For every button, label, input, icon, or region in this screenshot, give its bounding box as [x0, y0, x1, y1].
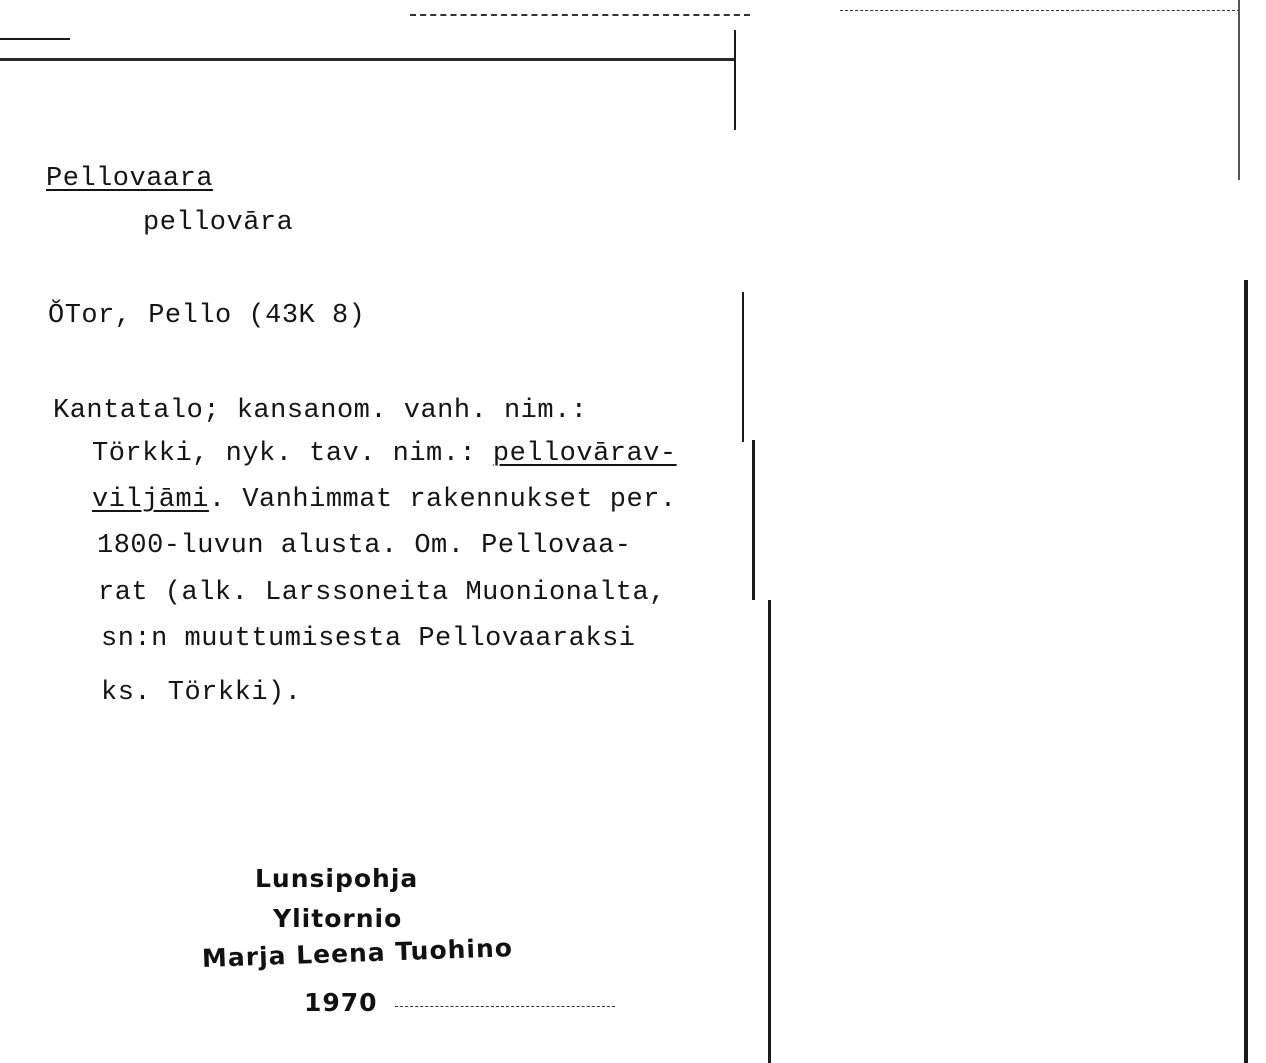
card-divider-line-lower	[752, 440, 755, 600]
card-left-panel-edge	[734, 30, 736, 130]
stamp-region: Lunsipohja	[255, 864, 419, 893]
card-divider-line	[742, 292, 744, 442]
pronunciation: pellovāra	[143, 208, 294, 238]
description-line-3	[92, 487, 677, 514]
description-line-2-text: Törkki, nyk. tav. nim.:	[92, 439, 493, 469]
card-right-edge	[1238, 0, 1240, 180]
card-right-edge-thick	[1244, 280, 1248, 1063]
description-line-7: ks. Törkki).	[101, 678, 302, 708]
description-line-1: Kantatalo; kansanom. vanh. nim.:	[53, 396, 588, 426]
description-line-2	[92, 441, 677, 468]
description-line-3-text: . Vanhimmat rakennukset per.	[208, 485, 677, 515]
card-top-rule-thick	[0, 58, 735, 61]
dialect-form-part-2: viljāmi	[92, 485, 209, 515]
description-line-5: rat (alk. Larssoneita Muonionalta,	[98, 578, 666, 608]
description-line-6: sn:n muuttumisesta Pellovaaraksi	[101, 624, 636, 654]
card-top-dashed-line	[410, 14, 750, 16]
stamp-year: 1970	[304, 988, 378, 1017]
headword: Pellovaara	[46, 164, 214, 194]
card-divider-line-bottom	[768, 600, 771, 1063]
locality-line: ŎTor, Pello (43K 8)	[48, 301, 366, 331]
stamp-collector: Marja Leena Tuohino	[201, 933, 514, 973]
dialect-form-part-1: pellovārav-	[492, 439, 677, 469]
description-line-4: 1800-luvun alusta. Om. Pellovaa-	[97, 531, 632, 561]
stamp-parish: Ylitornio	[273, 904, 403, 933]
card-top-dashed-line-right	[840, 10, 1240, 11]
card-top-rule	[0, 38, 70, 40]
stamp-underline	[395, 1006, 615, 1007]
